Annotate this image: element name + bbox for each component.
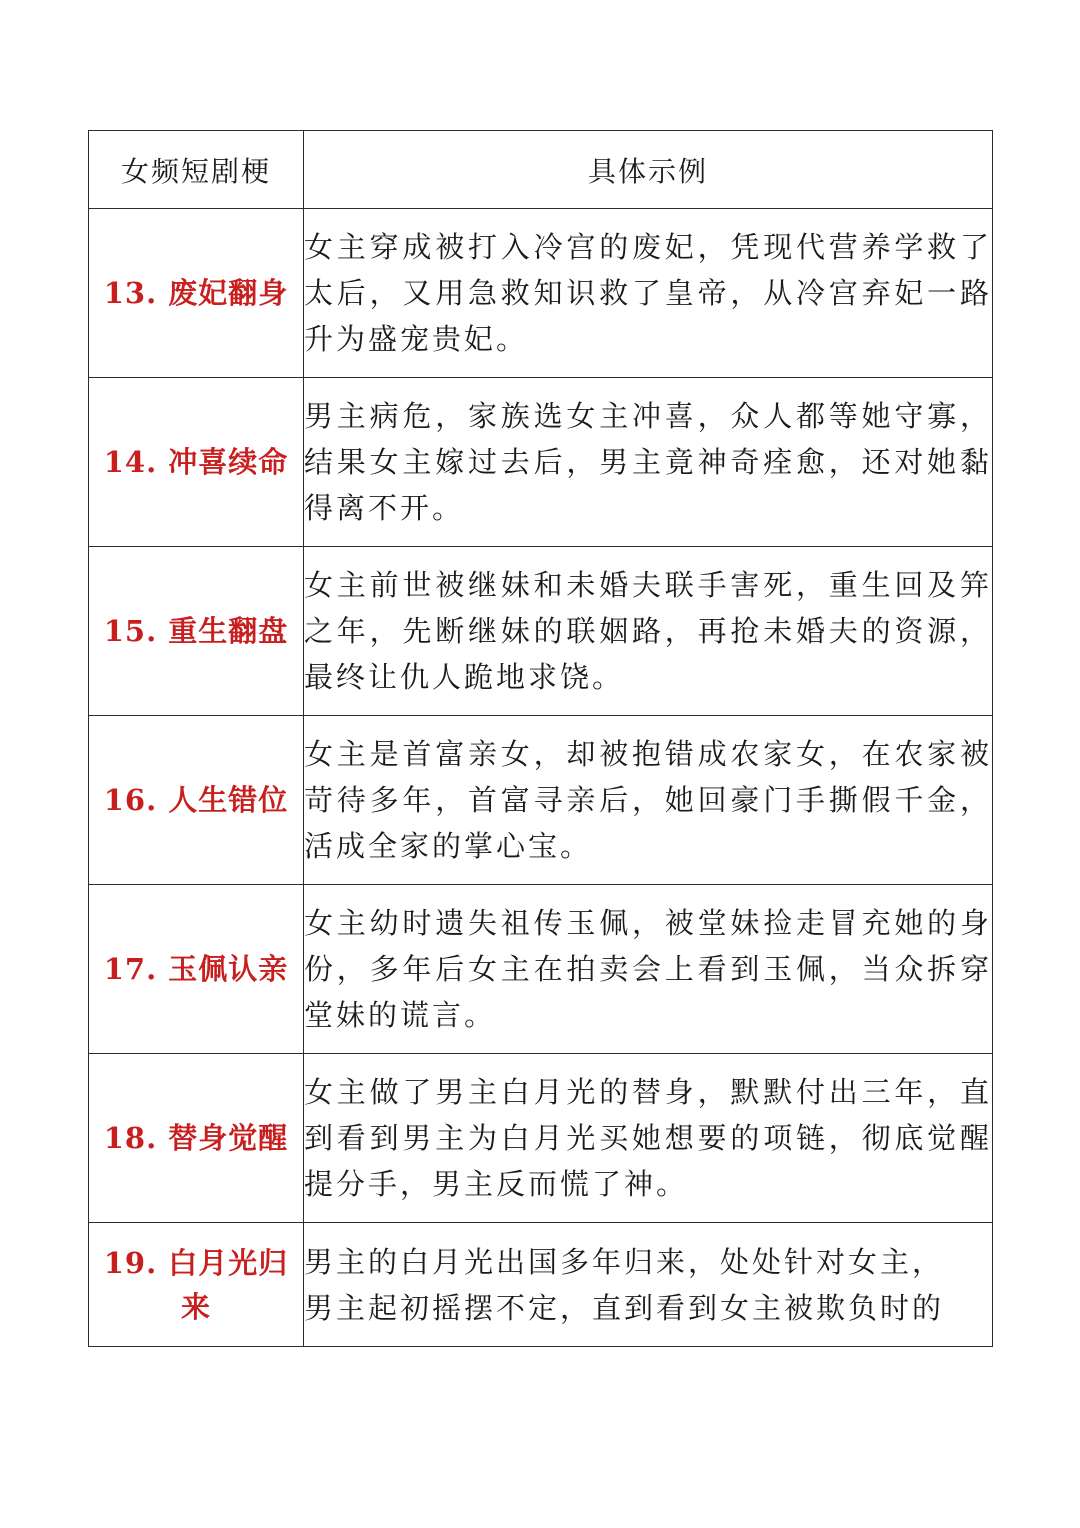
table-row [89, 716, 993, 885]
header-trope: 女频短剧梗 [89, 131, 304, 209]
example-cell: 女主穿成被打入冷宫的废妃，凭现代营养学救了太后，又用急救知识救了皇帝，从冷宫弃妃一路升为盛宠贵妃。 [304, 209, 993, 378]
trope-cell: 13. 废妃翻身 [89, 209, 304, 378]
table-row [89, 209, 993, 378]
trope-cell: 15. 重生翻盘 [89, 547, 304, 716]
example-cell: 女主前世被继妹和未婚夫联手害死，重生回及笄之年，先断继妹的联姻路，再抢未婚夫的资源，最终让仇人跪地求饶。 [304, 547, 993, 716]
trope-cell: 18. 替身觉醒 [89, 1054, 304, 1223]
table-row [89, 1223, 993, 1347]
example-cell: 女主幼时遗失祖传玉佩，被堂妹捡走冒充她的身份，多年后女主在拍卖会上看到玉佩，当众拆穿堂妹的谎言。 [304, 885, 993, 1054]
example-cell: 女主做了男主白月光的替身，默默付出三年，直到看到男主为白月光买她想要的项链，彻底觉醒提分手，男主反而慌了神。 [304, 1054, 993, 1223]
example-line: 男主的白月光出国多年归来，处处针对女主， [304, 1245, 945, 1279]
table-row [89, 1054, 993, 1223]
example-cell: 男主病危，家族选女主冲喜，众人都等她守寡，结果女主嫁过去后，男主竟神奇痊愈，还对她黏得离不开。 [304, 378, 993, 547]
example-cell [304, 1223, 993, 1347]
example-cell: 女主是首富亲女，却被抱错成农家女，在农家被苛待多年，首富寻亲后，她回豪门手撕假千金，活成全家的掌心宝。 [304, 716, 993, 885]
table-row [89, 885, 993, 1054]
table-row [89, 547, 993, 716]
trope-table [88, 130, 993, 1347]
trope-cell: 19. 白月光归来 [89, 1223, 304, 1347]
trope-cell: 14. 冲喜续命 [89, 378, 304, 547]
table-header-row [89, 131, 993, 209]
table-row [89, 378, 993, 547]
example-line: 男主起初摇摆不定，直到看到女主被欺负时的 [304, 1291, 945, 1325]
trope-cell: 16. 人生错位 [89, 716, 304, 885]
trope-cell: 17. 玉佩认亲 [89, 885, 304, 1054]
header-example: 具体示例 [304, 131, 993, 209]
